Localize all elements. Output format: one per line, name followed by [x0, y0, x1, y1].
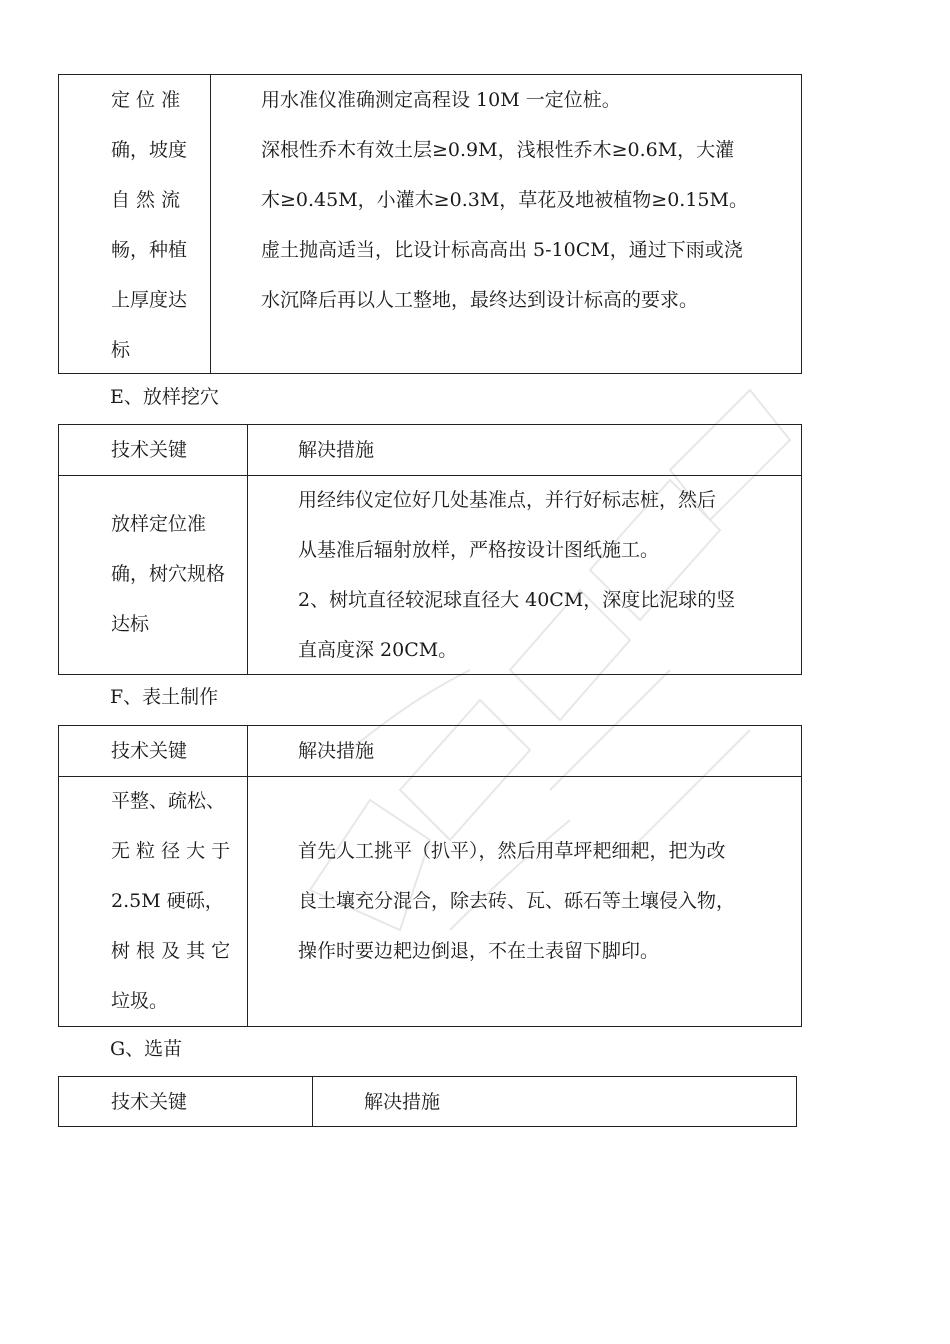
- key-line: 畅，种植: [111, 239, 188, 261]
- measure-line: 直高度深 20CM。: [298, 639, 458, 661]
- key-line: 达标: [111, 613, 150, 635]
- measure-line: 用水准仪准确测定高程设 10M 一定位桩。: [261, 89, 621, 111]
- table-d-measure-cell: [261, 75, 796, 325]
- header-measure: 解决措施: [364, 1091, 441, 1113]
- key-line: 树 根 及 其 它: [111, 940, 231, 962]
- measure-line: 从基准后辐射放样，严格按设计图纸施工。: [298, 539, 660, 561]
- header-measure: 解决措施: [298, 439, 375, 461]
- table-d-key-cell: [111, 75, 201, 375]
- header-measure: 解决措施: [298, 740, 375, 762]
- measure-line: 良土壤充分混合，除去砖、瓦、砾石等土壤侵入物，: [298, 890, 736, 912]
- measure-line: 虚土抛高适当，比设计标高高出 5-10CM，通过下雨或浇: [261, 239, 743, 261]
- table-e-key-cell: [111, 499, 239, 649]
- key-line: 确，树穴规格: [111, 563, 226, 585]
- table-f: [58, 725, 802, 1027]
- header-key: 技术关键: [111, 1091, 188, 1113]
- key-line: 自 然 流: [111, 189, 181, 211]
- table-e: [58, 424, 802, 675]
- key-line: 无 粒 径 大 于: [111, 840, 231, 862]
- measure-line: 木≥0.45M，小灌木≥0.3M，草花及地被植物≥0.15M。: [261, 189, 748, 211]
- table-f-measure-cell: [298, 826, 798, 976]
- key-line: 放样定位准: [111, 513, 207, 535]
- key-line: 垃圾。: [111, 990, 169, 1012]
- measure-line: 操作时要边耙边倒退，不在土表留下脚印。: [298, 940, 660, 962]
- key-line: 确，坡度: [111, 139, 188, 161]
- header-key: 技术关键: [111, 740, 188, 762]
- table-g: [58, 1076, 797, 1127]
- header-key: 技术关键: [111, 439, 188, 461]
- key-line: 标: [111, 339, 131, 361]
- key-line: 定 位 准: [111, 89, 181, 111]
- table-f-key-cell: [111, 776, 239, 1026]
- section-g-heading: G、选苗: [110, 1038, 183, 1060]
- key-line: 上厚度达: [111, 289, 188, 311]
- table-e-measure-cell: [298, 475, 798, 675]
- measure-line: 2、树坑直径较泥球直径大 40CM，深度比泥球的竖: [298, 589, 736, 611]
- section-f-heading: F、表土制作: [110, 686, 219, 708]
- key-line: 平整、疏松、: [111, 790, 226, 812]
- section-e-heading: E、放样挖穴: [110, 386, 219, 408]
- measure-line: 用经纬仪定位好几处基准点，并行好标志桩，然后: [298, 489, 717, 511]
- measure-line: 深根性乔木有效土层≥0.9M，浅根性乔木≥0.6M，大灌: [261, 139, 735, 161]
- measure-line: 首先人工挑平（扒平），然后用草坪耙细耙，把为改: [298, 840, 726, 862]
- measure-line: 水沉降后再以人工整地，最终达到设计标高的要求。: [261, 289, 699, 311]
- table-d: [58, 74, 802, 374]
- key-line: 2.5M 硬砾，: [111, 890, 224, 912]
